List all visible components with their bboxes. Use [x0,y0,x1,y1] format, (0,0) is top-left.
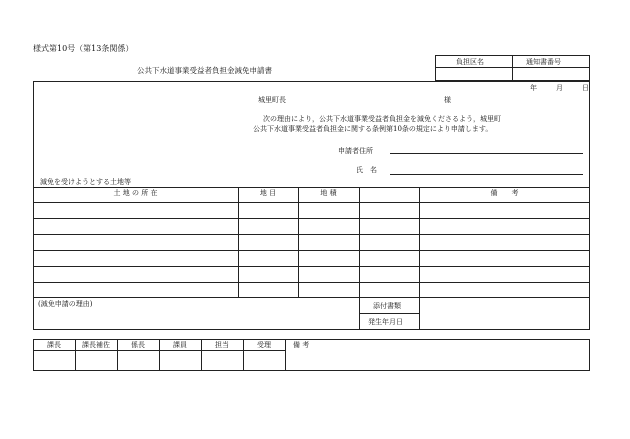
addressee-honorific: 様 [444,96,451,104]
date-day: 日 [582,84,589,92]
applicant-address-label: 申請者住所 [338,147,373,155]
role-receipt: 受理 [257,341,271,349]
form-number: 様式第10号（第13条関係） [33,44,134,53]
body-text-line1: 次の理由により，公共下水道事業受益者負担金を減免くださるよう，城里町 [263,115,501,123]
land-section-label: 減免を受けようとする土地等 [40,178,131,186]
date-month: 月 [556,84,563,92]
attachments-label: 添付書類 [373,302,401,310]
land-area-header: 地 積 [320,189,337,197]
role-staff: 課員 [173,341,187,349]
role-deputy-chief: 課長補佐 [82,341,110,349]
form-title: 公共下水道事業受益者負担金減免申請書 [137,66,272,75]
notice-number-label: 通知書番号 [526,58,561,66]
role-in-charge: 担当 [215,341,229,349]
role-section-chief: 課長 [47,341,61,349]
reason-label: (減免申請の理由) [38,300,93,308]
land-location-header: 土 地 の 所 在 [113,189,158,197]
addressee-name: 城里町長 [258,96,286,104]
applicant-name-field[interactable] [390,174,583,175]
occurrence-date-label: 発生年月日 [368,318,403,326]
land-remarks-header: 備 考 [490,189,519,197]
role-unit-chief: 係長 [131,341,145,349]
date-year: 年 [530,84,537,92]
approval-remarks-label: 備 考 [293,341,310,349]
body-text-line2: 公共下水道事業受益者負担金に関する条例第10条の規定により申請します。 [253,125,493,133]
land-category-header: 地 目 [259,189,277,197]
applicant-name-label: 氏 名 [356,166,377,174]
area-label: 負担区名 [456,58,484,66]
applicant-address-field[interactable] [390,153,583,154]
